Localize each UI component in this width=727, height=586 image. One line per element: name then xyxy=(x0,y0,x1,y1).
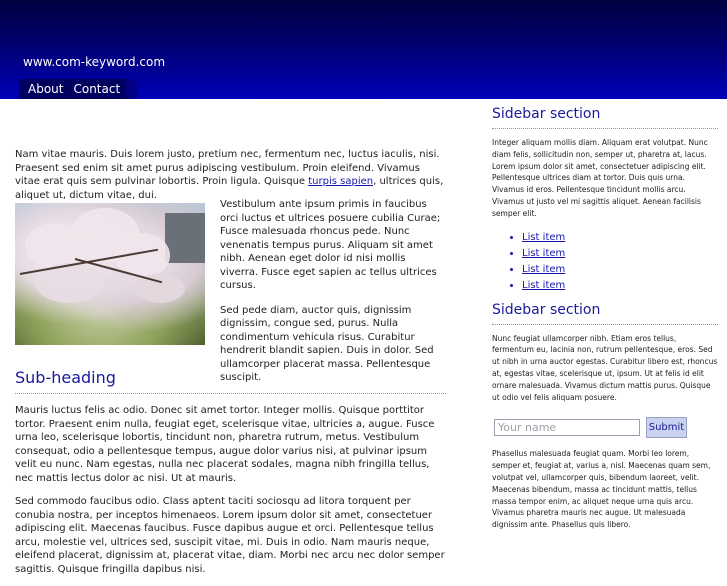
image-side-paragraph-2: Sed pede diam, auctor quis, dignissim dignissim, congue sed, purus. Nulla condimentum vehicula risus. Curabitur hendrerit blandit sapien. Duis in dolor. Sed ullamcorper placerat massa. Pellentesque suscipit. xyxy=(220,304,434,383)
sidebar-text-1: Integer aliquam mollis diam. Aliquam erat volutpat. Nunc diam felis, sollicitudin non, semper ut, pharetra at, lacus. Lorem ipsum dolor sit amet, consectetuer adipiscing elit. Pellentesque ultrices diam at tortor. Duis quis urna. Vivamus id eros. Pellentesque tincidunt mollis arcu. Vivamus ut justo vel mi sagittis aliquet. Aenean facilisis semper elit. xyxy=(492,138,708,218)
site-url: www.com-keyword.com xyxy=(23,55,166,69)
sidebar-text-3: Phasellus malesuada feugiat quam. Morbi leo lorem, semper et, feugiat at, varius a, nisl. Maecenas quam sem, volutpat vel, ullamcorper quis, bibendum laoreet, velit. Maecenas bibendum, massa ac tincidunt mattis, tellus massa tempor enim, ac aliquet neque urna quis arcu. Vivamus pharetra mauris nec augue. Ut malesuada dignissim ante. Phasellus quis libero. xyxy=(492,449,711,530)
subsection-paragraph-2: Sed commodo faucibus odio. Class aptent taciti sociosqu ad litora torquent per conubia nostra, per inceptos himenaeos. Lorem ipsum dolor sit amet, consectetuer adipiscing elit. Maecenas faucibus. Fusce dapibus augue et orci. Pellentesque tellus arcu, molestie vel, ultrices sed, suscipit vitae, mi. Duis in odio. Nam mauris neque, eleifend placerat, dignissim at, placerat vitae, diam. Morbi nec arcu nec dolor semper sagittis. Quisque fringilla dapibus nisi. xyxy=(15,496,445,575)
nav-contact[interactable]: Contact xyxy=(68,79,125,99)
nav-spacer xyxy=(131,79,137,99)
subsection-paragraph-1: Mauris luctus felis ac odio. Donec sit amet tortor. Integer mollis. Quisque porttitor tortor. Praesent enim nulla, feugiat eget, scelerisque vitae, ultricies a, augue. Fusce urna leo, scelerisque lobortis, tincidunt non, pharetra rutrum, metus. Vestibulum consequat, odio a pellentesque tempus, augue dolor varius nisi, at pulvinar ipsum velit eu nunc. Nam egestas, nulla nec placerat sodales, magna nibh fringilla tellus, nec mattis lectus dolor ac nisi. Ut at mauris. xyxy=(15,405,435,484)
intro-text: Nam vitae mauris. Duis lorem justo, pretium nec, fermentum nec, luctus iaculis, nisi. Praesent sed enim sit amet purus adipiscing vestibulum. Proin eleifend. Vivamus vitae erat quis sem pulvinar lobortis. Proin ligula. Quisque xyxy=(15,149,440,187)
intro-text-end: , ultrices quis, aliquet ut, dictum vitae, dui. xyxy=(15,176,444,201)
sidebar-list-link[interactable]: List item xyxy=(522,231,566,243)
list-item xyxy=(522,230,718,246)
sidebar-heading-2: Sidebar section xyxy=(492,302,718,325)
list-item xyxy=(522,246,718,262)
cherry-blossom-image xyxy=(15,203,205,345)
sidebar xyxy=(492,106,718,531)
main-nav xyxy=(19,79,137,99)
sidebar-list-link[interactable]: List item xyxy=(522,279,566,291)
site-header xyxy=(0,0,727,99)
list-item xyxy=(522,262,718,278)
image-side-text xyxy=(220,198,446,396)
photo-building xyxy=(165,213,205,263)
list-item xyxy=(522,278,718,294)
name-form xyxy=(494,417,718,438)
main-content xyxy=(15,148,446,202)
image-side-paragraph-1: Vestibulum ante ipsum primis in faucibus orci luctus et ultrices posuere cubilia Curae; Fusce malesuada rhoncus pede. Nunc venenatis tempus purus. Aliquam sit amet nibh. Aenean eget dolor id nisi mollis viverra. Fusce eget sapien ac tellus ultrices cursus. xyxy=(220,199,441,291)
sidebar-heading-1: Sidebar section xyxy=(492,106,718,129)
sidebar-text-2: Nunc feugiat ullamcorper nibh. Etiam eros tellus, fermentum eu, lacinia non, rutrum pellentesque, eros. Sed ut nibh in urna auctor egestas. Curabitur libero est, rhoncus at, egestas vitae, scelerisque ut, ipsum. Ut at felis id elit ornare malesuada. Vivamus dictum mattis purus. Quisque ut odio vel felis aliquam posuere. xyxy=(492,333,718,402)
intro-paragraph xyxy=(15,148,446,202)
sub-heading: Sub-heading xyxy=(15,368,446,394)
sidebar-list-link[interactable]: List item xyxy=(522,247,566,259)
submit-button[interactable]: Submit xyxy=(646,417,687,438)
intro-link[interactable]: turpis sapien xyxy=(308,176,374,187)
name-input[interactable] xyxy=(494,419,640,436)
sidebar-list-link[interactable]: List item xyxy=(522,263,566,275)
nav-about[interactable]: About xyxy=(19,79,68,99)
subsection-content xyxy=(15,404,446,586)
sidebar-list xyxy=(492,230,718,294)
